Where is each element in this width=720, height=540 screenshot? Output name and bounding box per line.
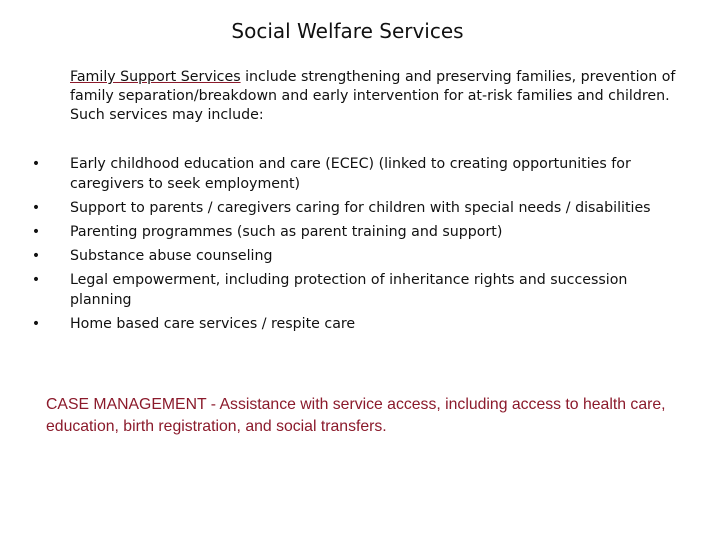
case-management-note: CASE MANAGEMENT - Assistance with service access, including access to health care, education, birth registration, and social transfers. <box>46 396 666 435</box>
bullet-icon: • <box>31 156 41 172</box>
intro-paragraph <box>70 68 680 125</box>
list-item-text: Substance abuse counseling <box>70 248 273 264</box>
list-item <box>28 222 668 242</box>
list-item <box>28 154 668 194</box>
bullet-icon: • <box>31 272 41 288</box>
list-item-text: Parenting programmes (such as parent training and support) <box>70 224 503 240</box>
page-title: Social Welfare Services <box>231 19 464 43</box>
bullet-icon: • <box>31 316 41 332</box>
bullet-icon: • <box>31 200 41 216</box>
list-item <box>28 246 668 266</box>
list-item-text: Legal empowerment, including protection of inheritance rights and succession planning <box>70 272 628 308</box>
bullet-icon: • <box>31 224 41 240</box>
list-item <box>28 270 668 310</box>
bullet-icon: • <box>31 248 41 264</box>
list-item-text: Early childhood education and care (ECEC) (linked to creating opportunities for caregivers to seek employment) <box>70 156 631 192</box>
intro-text: include strengthening and preserving families, prevention of family separation/breakdown and early intervention for at-risk families and children. Such services may include: <box>70 69 676 123</box>
list-item <box>28 198 668 218</box>
list-item-text: Home based care services / respite care <box>70 316 356 332</box>
list-item-text: Support to parents / caregivers caring for children with special needs / disabilities <box>70 200 651 216</box>
services-list <box>28 154 668 338</box>
list-item <box>28 314 668 334</box>
family-support-services-link: Family Support Services <box>70 69 241 85</box>
